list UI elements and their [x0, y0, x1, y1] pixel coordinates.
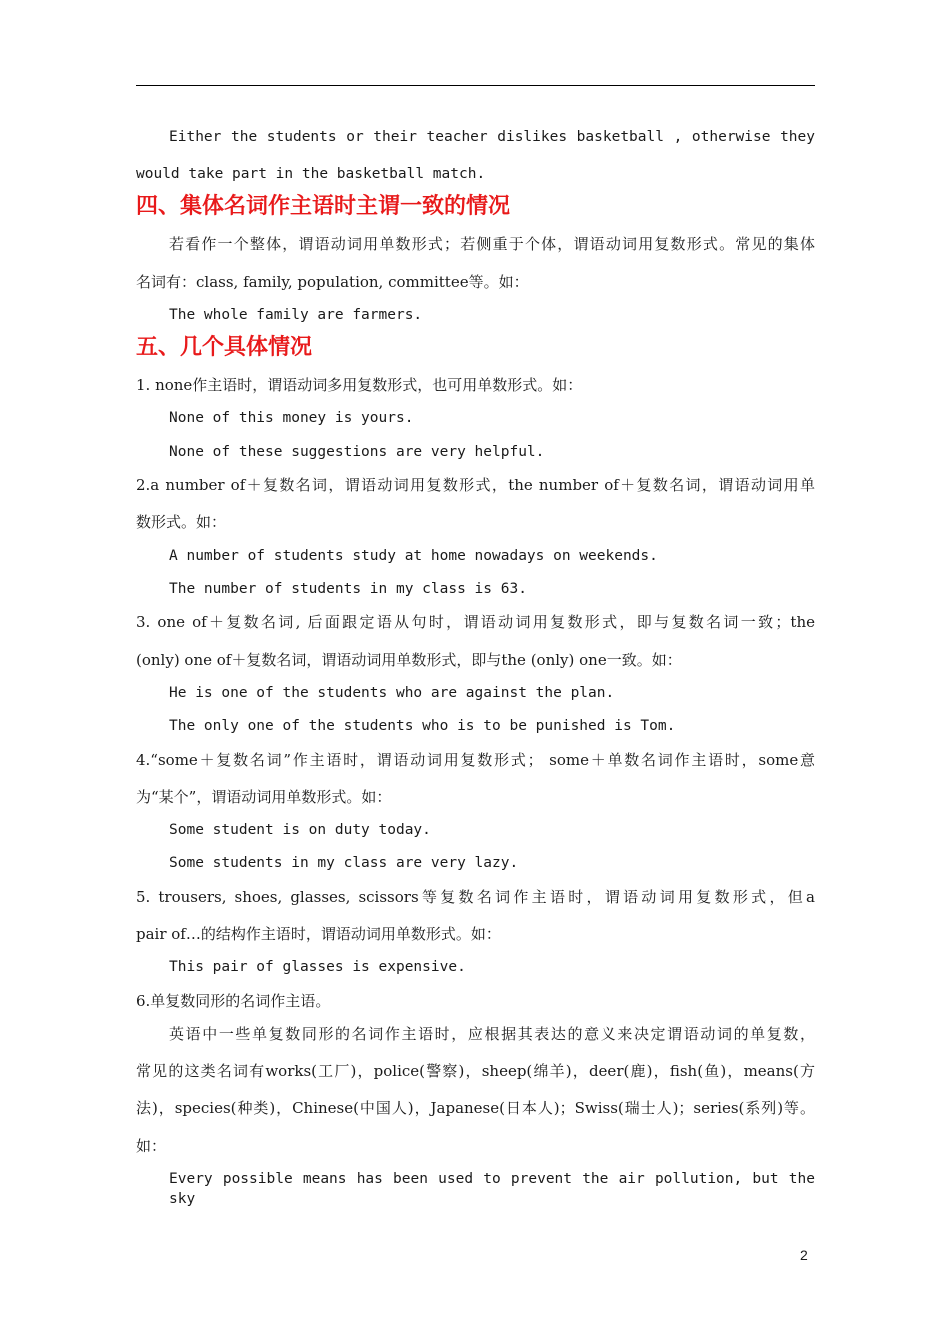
rule-item-2: 2.a number of＋复数名词，谓语动词用复数形式，the number of＋复数名词，谓语动词用单	[136, 476, 815, 494]
example-sentence: The only one of the students who is to be punished is Tom.	[169, 718, 676, 734]
rule-item-6: 6.单复数同形的名词作主语。	[136, 992, 331, 1010]
example-sentence: Either the students or their teacher dislikes basketball , otherwise they	[169, 129, 815, 145]
section-heading-4: 四、集体名词作主语时主谓一致的情况	[136, 194, 511, 219]
paragraph-line: 常见的这类名词有works(工厂)，police(警察)，sheep(绵羊)，deer(鹿)，fish(鱼)，means(方	[136, 1062, 815, 1080]
example-sentence: Some student is on duty today.	[169, 822, 431, 838]
rule-item-3-cont: (only) one of＋复数名词，谓语动词用单数形式，即与the (only) one一致。如：	[136, 651, 682, 669]
paragraph-line: 法)，species(种类)，Chinese(中国人)，Japanese(日本人)；Swiss(瑞士人)；series(系列)等。	[136, 1099, 815, 1117]
example-sentence: would take part in the basketball match.	[136, 166, 486, 182]
example-sentence: Every possible means has been used to prevent the air pollution, but the sky	[169, 1171, 815, 1207]
paragraph-line: 如：	[136, 1137, 167, 1155]
rule-item-5: 5. trousers, shoes, glasses, scissors等复数名词作主语时，谓语动词用复数形式，但a	[136, 888, 815, 906]
example-sentence: None of these suggestions are very helpful.	[169, 444, 545, 460]
header-rule	[136, 85, 815, 86]
example-sentence: The number of students in my class is 63.	[169, 581, 527, 597]
rule-item-2-cont: 数形式。如：	[136, 513, 227, 531]
rule-item-1: 1. none作主语时，谓语动词多用复数形式，也可用单数形式。如：	[136, 376, 583, 394]
rule-item-4-cont: 为“某个”，谓语动词用单数形式。如：	[136, 788, 392, 806]
example-sentence: This pair of glasses is expensive.	[169, 959, 466, 975]
example-sentence: Some students in my class are very lazy.	[169, 855, 519, 871]
rule-item-5-cont: pair of…的结构作主语时，谓语动词用单数形式。如：	[136, 925, 501, 943]
example-sentence: None of this money is yours.	[169, 410, 414, 426]
example-sentence: The whole family are farmers.	[169, 307, 423, 323]
paragraph-line: 名词有：class, family, population, committee等。如：	[136, 273, 529, 291]
example-sentence: He is one of the students who are against the plan.	[169, 685, 615, 701]
paragraph-line: 英语中一些单复数同形的名词作主语时，应根据其表达的意义来决定谓语动词的单复数，	[169, 1025, 815, 1043]
rule-item-4: 4.“some＋复数名词”作主语时，谓语动词用复数形式； some＋单数名词作主语时，some意	[136, 751, 815, 769]
example-sentence: A number of students study at home nowadays on weekends.	[169, 548, 658, 564]
paragraph-line: 若看作一个整体，谓语动词用单数形式；若侧重于个体，谓语动词用复数形式。常见的集体	[169, 235, 815, 253]
rule-item-3: 3. one of＋复数名词, 后面跟定语从句时，谓语动词用复数形式，即与复数名词一致；the	[136, 613, 815, 631]
section-heading-5: 五、几个具体情况	[136, 335, 313, 360]
page-number: 2	[800, 1247, 808, 1263]
